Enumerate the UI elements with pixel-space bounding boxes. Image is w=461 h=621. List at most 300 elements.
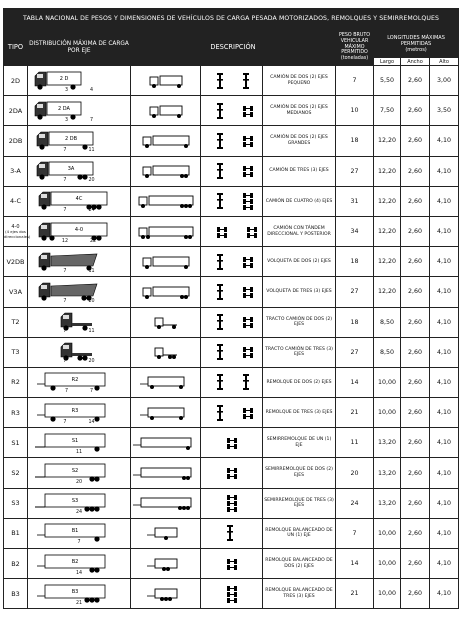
- description-cell: SEMIRREMOLQUE DE UN (1) EJE: [263, 428, 336, 458]
- vehicle-type-cell: [4, 96, 28, 126]
- height-cell: 4,10: [430, 458, 459, 488]
- load-distribution-cell: [28, 367, 131, 397]
- sub-header-ancho: Ancho: [401, 58, 430, 66]
- axle-loads: [28, 389, 130, 394]
- vehicle-side-view-icon: [133, 344, 199, 360]
- vehicle-type-cell: [4, 307, 28, 337]
- axle-diagram-icon: [204, 401, 260, 425]
- axle-diagram-icon: [204, 250, 260, 274]
- vehicle-side-view-icon: [133, 163, 199, 179]
- load-distribution-figure: [28, 97, 130, 125]
- table-row: [4, 277, 459, 307]
- height-cell: 4,10: [430, 307, 459, 337]
- vehicle-type-cell: [4, 126, 28, 156]
- side-view-cell: [131, 277, 201, 307]
- vehicle-side-view-icon: [133, 224, 199, 240]
- height-cell: 4,10: [430, 518, 459, 548]
- vehicle-side-view-icon: [133, 133, 199, 149]
- table-row: [4, 66, 459, 96]
- length-cell: 7,50: [374, 96, 401, 126]
- axle-diagram-icon: [204, 582, 260, 606]
- vehicle-type-code: 4-C: [9, 197, 22, 206]
- length-cell: 8,50: [374, 307, 401, 337]
- vehicle-type-code: S3: [11, 499, 20, 508]
- axle-load-value: 7: [63, 298, 67, 304]
- side-view-cell: [131, 186, 201, 216]
- description-cell: SEMIRREMOLQUE DE TRES (3) EJES: [263, 488, 336, 518]
- load-distribution-cell: [28, 277, 131, 307]
- vehicle-type-code: T3: [11, 348, 20, 357]
- load-distribution-figure: [28, 218, 130, 246]
- length-cell: 13,20: [374, 458, 401, 488]
- width-cell: 2,60: [401, 488, 430, 518]
- vehicle-side-view-icon: [133, 314, 199, 330]
- axle-load-value: 20: [88, 298, 95, 304]
- load-distribution-figure: [28, 368, 130, 396]
- height-cell: 3,50: [430, 96, 459, 126]
- width-cell: 2,60: [401, 66, 430, 96]
- load-distribution-cell: [28, 579, 131, 609]
- load-distribution-cell: [28, 216, 131, 246]
- table-row: [4, 458, 459, 488]
- gross-weight-cell: 18: [336, 126, 374, 156]
- vehicle-type-code: 2D: [10, 76, 21, 85]
- description-cell: CAMIÓN DE DOS (2) EJES PEQUEÑO: [263, 66, 336, 96]
- description-cell: REMOLQUE DE DOS (2) EJES: [263, 367, 336, 397]
- load-distribution-cell: [28, 337, 131, 367]
- vehicle-type-cell: [4, 428, 28, 458]
- truck-label: 4-0: [74, 226, 84, 233]
- side-view-cell: [131, 458, 201, 488]
- load-distribution-cell: [28, 247, 131, 277]
- gross-weight-cell: 14: [336, 549, 374, 579]
- axle-diagram-icon: [204, 159, 260, 183]
- axle-load-value: 11: [88, 268, 95, 274]
- axle-load-value: 20: [88, 178, 95, 184]
- vehicle-side-view-icon: [133, 525, 199, 541]
- vehicle-type-code: B3: [11, 589, 20, 598]
- description-cell: REMOLQUE BALANCEADO DE UN (1) EJE: [263, 518, 336, 548]
- length-cell: 5,50: [374, 66, 401, 96]
- vehicle-type-cell: [4, 337, 28, 367]
- load-distribution-cell: [28, 96, 131, 126]
- length-cell: 13,20: [374, 488, 401, 518]
- vehicle-type-code: B2: [11, 559, 20, 568]
- table-row: [4, 247, 459, 277]
- vehicle-type-cell: [4, 398, 28, 428]
- width-cell: 2,60: [401, 216, 430, 246]
- vehicle-type-code: 3-A: [10, 167, 21, 176]
- axle-load-value: 21: [75, 600, 83, 606]
- axle-configuration-cell: [201, 96, 263, 126]
- axle-configuration-cell: [201, 156, 263, 186]
- vehicle-side-view-icon: [133, 193, 199, 209]
- vehicle-type-code: R2: [11, 378, 20, 387]
- length-cell: 12,20: [374, 186, 401, 216]
- axle-load-value: 7: [63, 147, 67, 153]
- height-cell: 4,10: [430, 156, 459, 186]
- axle-load-value: 7: [63, 329, 67, 335]
- description-cell: VOLQUETA DE DOS (2) EJES: [263, 247, 336, 277]
- gross-weight-cell: 20: [336, 458, 374, 488]
- load-distribution-figure: [28, 399, 130, 427]
- axle-load-value: 7: [63, 208, 67, 214]
- axle-configuration-cell: [201, 398, 263, 428]
- description-cell: TRACTO CAMIÓN DE TRES (3) EJES: [263, 337, 336, 367]
- axle-loads: [28, 601, 130, 606]
- vehicle-type-code: S2: [11, 469, 20, 478]
- load-distribution-cell: [28, 307, 131, 337]
- width-cell: 2,60: [401, 398, 430, 428]
- axle-load-value: 4: [90, 87, 94, 93]
- gross-weight-cell: 18: [336, 247, 374, 277]
- load-distribution-figure: [28, 187, 130, 215]
- axle-load-value: 7: [63, 419, 67, 425]
- vehicle-side-view-icon: [133, 73, 199, 89]
- axle-loads: [28, 299, 130, 304]
- sub-header-largo: Largo: [374, 58, 401, 66]
- vehicle-side-view-icon: [133, 435, 199, 451]
- axle-diagram-icon: [204, 99, 260, 123]
- axle-diagram-icon: [204, 69, 260, 93]
- sub-header-alto: Alto: [430, 58, 459, 66]
- side-view-cell: [131, 367, 201, 397]
- height-cell: 4,10: [430, 186, 459, 216]
- axle-diagram-icon: [204, 461, 260, 485]
- width-cell: 2,60: [401, 367, 430, 397]
- load-distribution-figure: [28, 459, 130, 487]
- side-view-cell: [131, 579, 201, 609]
- vehicle-side-view-icon: [133, 254, 199, 270]
- vehicle-type-code: B1: [11, 529, 20, 538]
- axle-configuration-cell: [201, 367, 263, 397]
- height-cell: 4,10: [430, 277, 459, 307]
- load-distribution-figure: [28, 308, 130, 336]
- axle-load-value: 7: [63, 268, 67, 274]
- col-header-longitudes: [374, 30, 459, 58]
- length-cell: 13,20: [374, 428, 401, 458]
- axle-diagram-icon: [204, 129, 260, 153]
- table-row: [4, 367, 459, 397]
- axle-configuration-cell: [201, 277, 263, 307]
- side-view-cell: [131, 307, 201, 337]
- vehicle-type-code: V3A: [8, 287, 23, 296]
- axle-diagram-icon: [204, 431, 260, 455]
- axle-loads: [28, 480, 130, 485]
- side-view-cell: [131, 398, 201, 428]
- axle-load-value: 3: [64, 117, 68, 123]
- vehicle-type-cell: [4, 579, 28, 609]
- load-distribution-figure: [28, 127, 130, 155]
- axle-load-value: 11: [88, 329, 95, 335]
- description-cell: CAMIÓN CON TÁNDEM DIRECCIONAL Y POSTERIOR: [263, 216, 336, 246]
- col-header-distribucion: DISTRIBUCIÓN MÁXIMA DE CARGA POR EJE: [28, 30, 131, 66]
- table-row: [4, 216, 459, 246]
- height-cell: 4,10: [430, 216, 459, 246]
- table-row: [4, 307, 459, 337]
- load-distribution-figure: [28, 489, 130, 517]
- axle-load-value: 12: [61, 238, 68, 244]
- description-cell: REMOLQUE BALANCEADO DE DOS (2) EJES: [263, 549, 336, 579]
- axle-loads: [28, 450, 130, 455]
- vehicle-type-cell: [4, 549, 28, 579]
- axle-load-value: 20: [75, 480, 83, 486]
- vehicle-side-view-icon: [133, 495, 199, 511]
- truck-label: S2: [71, 468, 79, 475]
- load-distribution-cell: [28, 156, 131, 186]
- axle-diagram-icon: [204, 340, 260, 364]
- table-row: [4, 488, 459, 518]
- axle-configuration-cell: [201, 66, 263, 96]
- width-cell: 2,60: [401, 428, 430, 458]
- description-cell: CAMIÓN DE CUATRO (4) EJES: [263, 186, 336, 216]
- gross-weight-cell: 7: [336, 66, 374, 96]
- vehicle-type-cell: [4, 216, 31, 246]
- load-distribution-figure: [28, 67, 130, 95]
- width-cell: 2,60: [401, 337, 430, 367]
- axle-loads: [28, 510, 130, 515]
- width-cell: 2,60: [401, 247, 430, 277]
- col-header-peso-unit: (toneladas): [340, 56, 369, 62]
- vehicle-side-view-icon: [133, 465, 199, 481]
- axle-configuration-cell: [201, 307, 263, 337]
- side-view-cell: [131, 126, 201, 156]
- axle-configuration-cell: [201, 216, 263, 246]
- gross-weight-cell: 24: [336, 488, 374, 518]
- gross-weight-cell: 21: [336, 579, 374, 609]
- side-view-cell: [131, 549, 201, 579]
- vehicle-side-view-icon: [133, 405, 199, 421]
- axle-diagram-icon: [204, 552, 260, 576]
- axle-load-value: 7: [63, 178, 67, 184]
- load-distribution-cell: [28, 428, 131, 458]
- truck-label: S1: [71, 437, 79, 444]
- truck-label: 2 DA: [58, 105, 70, 112]
- load-distribution-figure: [28, 248, 130, 276]
- axle-load-value: 7: [63, 359, 67, 365]
- gross-weight-cell: 27: [336, 156, 374, 186]
- axle-loads: [28, 540, 130, 545]
- length-cell: 8,50: [374, 337, 401, 367]
- vehicle-type-cell: [4, 458, 28, 488]
- load-distribution-cell: [28, 186, 131, 216]
- side-view-cell: [131, 96, 201, 126]
- width-cell: 2,60: [401, 96, 430, 126]
- height-cell: 4,10: [430, 337, 459, 367]
- length-cell: 12,20: [374, 156, 401, 186]
- vehicle-type-cell: [4, 277, 28, 307]
- length-cell: 12,20: [374, 126, 401, 156]
- description-cell: VOLQUETA DE TRES (3) EJES: [263, 277, 336, 307]
- load-distribution-figure: [28, 550, 130, 578]
- load-distribution-cell: [28, 398, 131, 428]
- col-header-longitudes-unit: (metros): [405, 46, 427, 53]
- width-cell: 2,60: [401, 579, 430, 609]
- axle-configuration-cell: [201, 428, 263, 458]
- axle-load-value: 14: [88, 419, 95, 425]
- table-row: [4, 398, 459, 428]
- axle-diagram-icon: [204, 370, 260, 394]
- truck-label: B2: [71, 558, 79, 565]
- height-cell: 4,10: [430, 367, 459, 397]
- col-header-peso: [336, 30, 374, 66]
- axle-loads: [28, 571, 130, 576]
- axle-configuration-cell: [201, 579, 263, 609]
- axle-load-value: 22: [90, 238, 97, 244]
- gross-weight-cell: 18: [336, 307, 374, 337]
- table-row: [4, 518, 459, 548]
- side-view-cell: [131, 156, 201, 186]
- truck-label: B1: [71, 528, 79, 535]
- truck-label: R2: [71, 377, 79, 384]
- axle-load-value: 14: [75, 570, 83, 576]
- side-view-cell: [131, 216, 201, 246]
- length-cell: 10,00: [374, 367, 401, 397]
- table-row: [4, 549, 459, 579]
- vehicle-type-code: R3: [11, 408, 20, 417]
- truck-label: 2 DB: [64, 135, 78, 142]
- axle-loads: [28, 118, 130, 123]
- load-distribution-figure: [28, 278, 130, 306]
- axle-load-value: 3: [64, 87, 68, 93]
- axle-configuration-cell: [201, 247, 263, 277]
- col-header-tipo: TIPO: [4, 30, 28, 66]
- width-cell: 2,60: [401, 458, 430, 488]
- gross-weight-cell: 27: [336, 277, 374, 307]
- col-header-peso-label: PESO BRUTO VEHICULAR MÁXIMO PERMITIDO: [338, 33, 371, 56]
- load-distribution-figure: [28, 338, 130, 366]
- vehicle-weights-table: [3, 8, 459, 609]
- width-cell: 2,60: [401, 307, 430, 337]
- axle-loads: [28, 269, 130, 274]
- axle-configuration-cell: [201, 337, 263, 367]
- vehicle-type-cell: [4, 156, 28, 186]
- load-distribution-cell: [28, 488, 131, 518]
- length-cell: 10,00: [374, 518, 401, 548]
- axle-configuration-cell: [201, 458, 263, 488]
- vehicle-side-view-icon: [133, 586, 199, 602]
- axle-configuration-cell: [201, 126, 263, 156]
- axle-diagram-icon: [204, 491, 260, 515]
- axle-configuration-cell: [201, 549, 263, 579]
- length-cell: 10,00: [374, 579, 401, 609]
- vehicle-type-code: V2DB: [6, 257, 25, 266]
- height-cell: 4,10: [430, 247, 459, 277]
- axle-configuration-cell: [201, 488, 263, 518]
- vehicle-type-code: S1: [11, 438, 20, 447]
- axle-load-value: 7: [64, 389, 68, 395]
- vehicle-side-view-icon: [133, 103, 199, 119]
- axle-loads: [28, 148, 130, 153]
- load-distribution-cell: [28, 549, 131, 579]
- length-cell: 12,20: [374, 247, 401, 277]
- vehicle-side-view-icon: [133, 284, 199, 300]
- table-row: [4, 428, 459, 458]
- axle-loads: [28, 208, 130, 213]
- gross-weight-cell: 10: [336, 96, 374, 126]
- height-cell: 3,00: [430, 66, 459, 96]
- length-cell: 12,20: [374, 277, 401, 307]
- description-cell: REMOLQUE BALANCEADO DE TRES (3) EJES: [263, 579, 336, 609]
- truck-label: R3: [71, 407, 79, 414]
- gross-weight-cell: 31: [336, 186, 374, 216]
- table-row: [4, 126, 459, 156]
- width-cell: 2,60: [401, 549, 430, 579]
- side-view-cell: [131, 428, 201, 458]
- description-cell: REMOLQUE DE TRES (3) EJES: [263, 398, 336, 428]
- vehicle-type-code: 2DA: [8, 106, 23, 115]
- truck-label: B3: [71, 588, 79, 595]
- side-view-cell: [131, 337, 201, 367]
- axle-loads: [28, 420, 130, 425]
- load-distribution-cell: [28, 458, 131, 488]
- side-view-cell: [131, 518, 201, 548]
- description-cell: CAMIÓN DE DOS (2) EJES MEDIANOS: [263, 96, 336, 126]
- axle-diagram-icon: [204, 310, 260, 334]
- length-cell: 12,20: [374, 216, 401, 246]
- axle-configuration-cell: [201, 186, 263, 216]
- height-cell: 4,10: [430, 398, 459, 428]
- vehicle-type-note: (4 ejes dos direccionales): [4, 229, 31, 239]
- table-row: [4, 96, 459, 126]
- length-cell: 10,00: [374, 549, 401, 579]
- axle-load-value: 11: [75, 449, 83, 455]
- col-header-descripcion: DESCRIPCIÓN: [131, 30, 336, 66]
- axle-diagram-icon: [204, 189, 260, 213]
- axle-loads: [28, 239, 130, 244]
- height-cell: 4,10: [430, 428, 459, 458]
- vehicle-type-code: 2DB: [8, 136, 23, 145]
- axle-diagram-icon: [204, 280, 260, 304]
- axle-load-value: 24: [75, 510, 83, 516]
- vehicle-type-cell: [4, 247, 28, 277]
- gross-weight-cell: 34: [336, 216, 374, 246]
- length-cell: 10,00: [374, 398, 401, 428]
- table-row: [4, 579, 459, 609]
- table-row: [4, 156, 459, 186]
- axle-diagram-icon: [204, 521, 260, 545]
- side-view-cell: [131, 247, 201, 277]
- axle-load-value: 7: [90, 389, 94, 395]
- axle-loads: [28, 178, 130, 183]
- vehicle-type-cell: [4, 186, 28, 216]
- description-cell: SEMIRREMOLQUE DE DOS (2) EJES: [263, 458, 336, 488]
- side-view-cell: [131, 66, 201, 96]
- width-cell: 2,60: [401, 126, 430, 156]
- vehicle-side-view-icon: [133, 374, 199, 390]
- vehicle-type-cell: [4, 518, 28, 548]
- truck-label: S3: [71, 498, 79, 505]
- load-distribution-cell: [28, 126, 131, 156]
- axle-loads: [28, 359, 130, 364]
- height-cell: 4,10: [430, 579, 459, 609]
- width-cell: 2,60: [401, 186, 430, 216]
- axle-loads: [28, 88, 130, 93]
- vehicle-type-cell: [4, 367, 28, 397]
- gross-weight-cell: 7: [336, 518, 374, 548]
- height-cell: 4,10: [430, 549, 459, 579]
- vehicle-type-cell: [4, 488, 28, 518]
- description-cell: CAMIÓN DE DOS (2) EJES GRANDES: [263, 126, 336, 156]
- load-distribution-figure: [28, 580, 130, 608]
- vehicle-type-cell: [4, 66, 28, 96]
- gross-weight-cell: 21: [336, 398, 374, 428]
- axle-configuration-cell: [201, 518, 263, 548]
- load-distribution-cell: [28, 66, 131, 96]
- axle-load-value: 24: [88, 208, 95, 214]
- height-cell: 4,10: [430, 126, 459, 156]
- truck-label: 3A: [67, 166, 75, 173]
